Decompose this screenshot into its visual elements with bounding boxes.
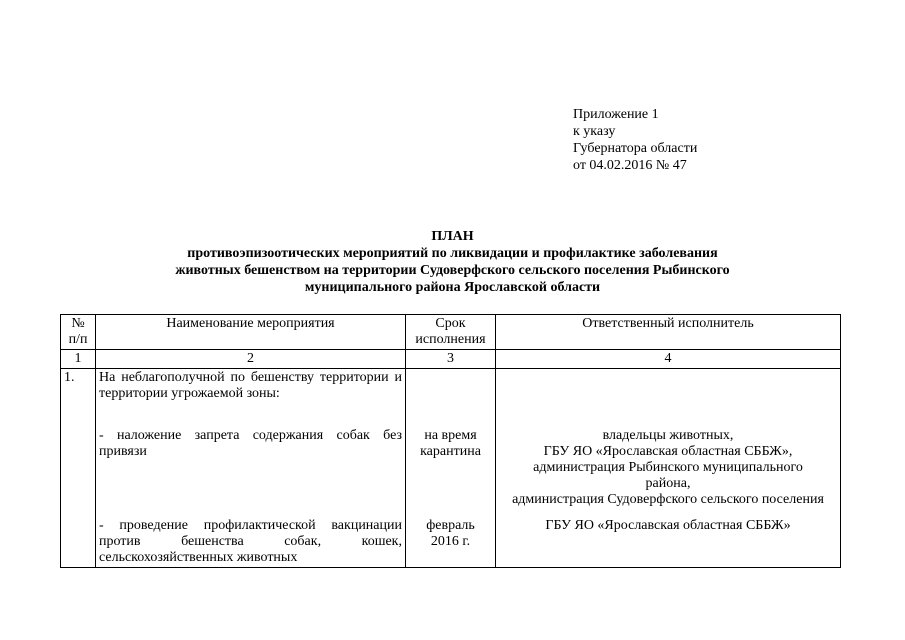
responsible-block [499, 428, 837, 518]
numbering-row [61, 350, 841, 369]
measure-item: - проведение профилактической вакцинации против бешенства собак, кошек, сельскохозяйственных животных [99, 518, 402, 565]
responsible-line: ГБУ ЯО «Ярославская областная СББЖ», [543, 444, 793, 459]
document-heading [0, 228, 905, 296]
row-responsible [496, 369, 841, 568]
responsible-line: ГБУ ЯО «Ярославская областная СББЖ» [545, 518, 791, 533]
responsible-line: владельцы животных, [602, 428, 734, 443]
document-title: ПЛАН [431, 229, 474, 244]
header-number [61, 315, 96, 350]
header-responsible: Ответственный исполнитель [496, 315, 841, 350]
term-line: февраль [426, 518, 475, 533]
term-line: на время [424, 428, 477, 443]
term-line: 2016 г. [430, 534, 471, 549]
responsible-line: района, [645, 476, 691, 491]
header-name: Наименование мероприятия [96, 315, 406, 350]
row-measures [96, 369, 406, 568]
header-number-line2: п/п [68, 332, 88, 347]
row-terms [406, 369, 496, 568]
header-term [406, 315, 496, 350]
responsible-line: администрация Рыбинского муниципального [533, 460, 803, 475]
numbering-cell: 3 [406, 350, 496, 369]
measure-intro: На неблагополучной по бешенству территории и территории угрожаемой зоны: [99, 370, 402, 401]
term-block [409, 518, 492, 550]
document-subtitle-line: муниципального района Ярославской области [304, 280, 601, 295]
term-block [409, 428, 492, 518]
appendix-line: к указу [573, 124, 616, 139]
table-row [61, 369, 841, 568]
numbering-cell: 2 [96, 350, 406, 369]
appendix-line: Приложение 1 [573, 107, 659, 122]
appendix-block [573, 106, 697, 174]
term-line: карантина [420, 444, 481, 459]
appendix-line: Губернатора области [573, 141, 698, 156]
measure-item: - наложение запрета содержания собак без привязи [99, 428, 402, 459]
header-number-line1: № [71, 316, 85, 331]
appendix-date-line: от 04.02.2016 № 47 [573, 158, 687, 173]
numbering-cell: 4 [496, 350, 841, 369]
table-header-row [61, 315, 841, 350]
plan-table [60, 314, 841, 568]
document-subtitle-line: животных бешенством на территории Судоверфского сельского поселения Рыбинского [175, 263, 730, 278]
header-term-line2: исполнения [415, 332, 486, 347]
responsible-line: администрация Судоверфского сельского поселения [512, 492, 824, 507]
numbering-cell: 1 [61, 350, 96, 369]
document-subtitle-line: противоэпизоотических мероприятий по ликвидации и профилактике заболевания [187, 246, 718, 261]
header-term-line1: Срок [435, 316, 466, 331]
row-number: 1. [61, 369, 96, 568]
